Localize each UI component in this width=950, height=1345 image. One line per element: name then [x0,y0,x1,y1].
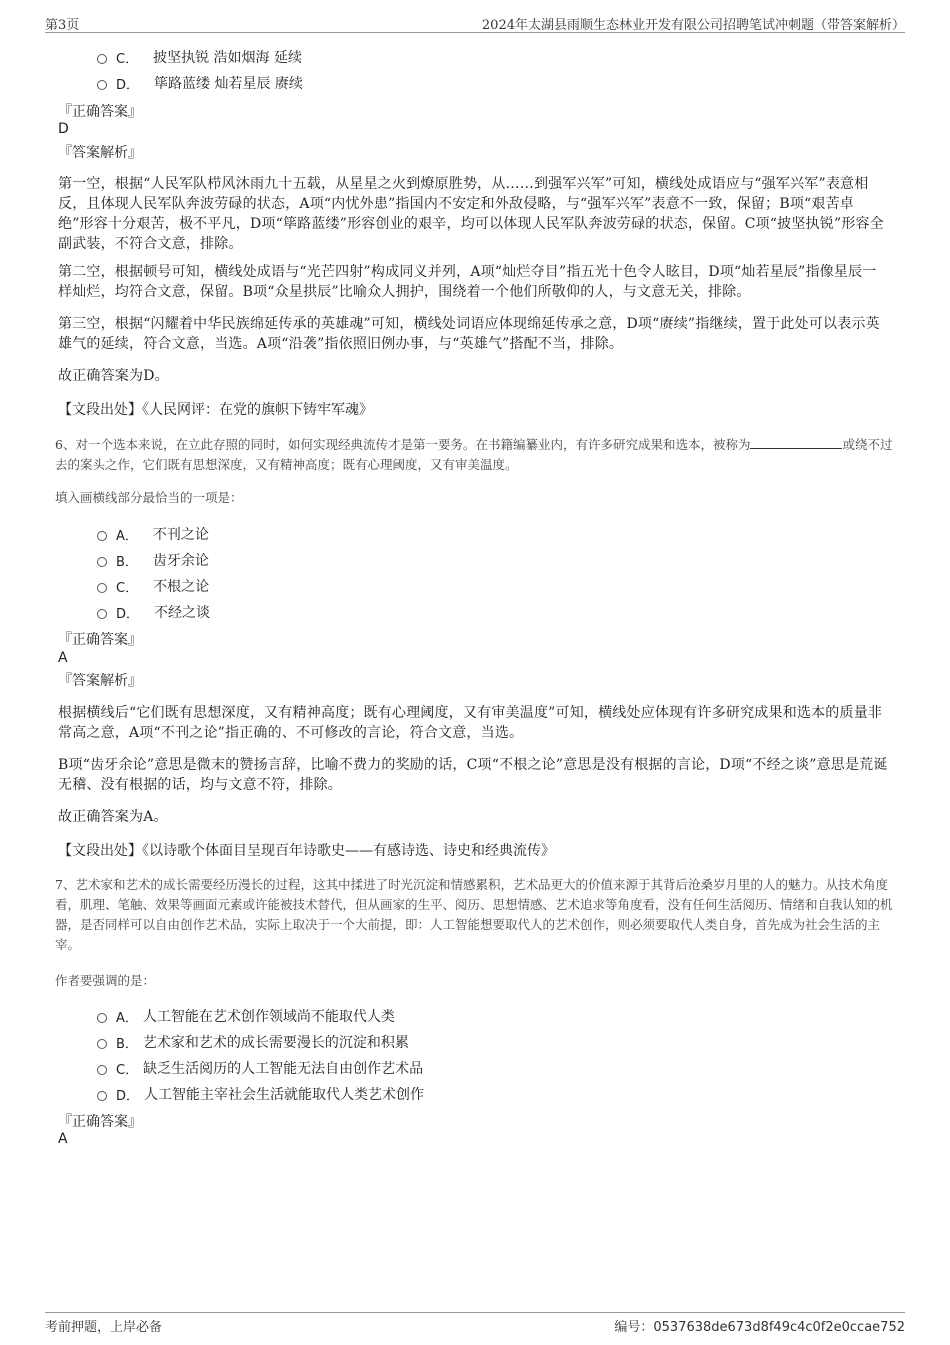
q7-stem: 7、艺术家和艺术的成长需要经历漫长的过程，这其中揉进了时光沉淀和情感累积，艺术品更大的价值来源于其背后沧桑岁月里的人的魅力。从技术角度看，肌理、笔触、效果等画面元素或许能被技术替代，但从画家的生平、阅历、思想情感、艺术追求等角度看，没有任何生活阅历、情绪和自我认知的机器，是否同样可以自由创作艺术品，实际上取决于一个大前提，即：人工智能想要取代人的艺术创作，则必须要取代人类自身，首先成为社会生活的主宰。 [55,877,893,952]
q6-analysis-label: 『答案解析』 [58,673,142,689]
q6-analysis-conclusion: 故正确答案为A。 [58,809,168,825]
q5-source: 【文段出处】《人民网评：在党的旗帜下铸牢军魂》 [58,402,373,418]
q7-option-a[interactable]: A． 人工智能在艺术创作领域尚不能取代人类 [97,1006,395,1026]
q5-analysis-para-2: 第二空，根据顿号可知，横线处成语与“光芒四射”构成同义并列，A项“灿烂夺目”指五光十色令人眩目，D项“灿若星辰”指像星辰一样灿烂，均符合文意，保留。B项“众星拱辰”比喻众人拥护，围绕着一个他们所敬仰的人，与文意无关，排除。 [58,264,877,300]
radio-icon[interactable] [97,557,107,567]
q6-option-b[interactable]: B． 齿牙余论 [97,550,209,570]
q6-option-a[interactable]: A． 不刊之论 [97,524,209,544]
page-header [45,14,905,33]
radio-icon[interactable] [97,80,107,90]
radio-icon[interactable] [97,583,107,593]
q6-option-c[interactable]: C． 不根之论 [97,576,209,596]
q6-prompt: 填入画横线部分最恰当的一项是： [55,490,243,505]
radio-icon[interactable] [97,1013,107,1023]
q6-answer-label: 『正确答案』 [58,632,142,648]
page-footer [45,1312,905,1338]
q5-analysis-para-3: 第三空，根据“闪耀着中华民族绵延传承的英雄魂”可知，横线处词语应体现绵延传承之意，D项“赓续”指继续，置于此处可以表示英雄气的延续，符合文意，当选。A项“沿袭”指依照旧例办事，与“英雄气”搭配不当，排除。 [58,316,880,352]
radio-icon[interactable] [97,531,107,541]
q6-answer: A [58,650,68,666]
q7-answer-label: 『正确答案』 [58,1114,142,1130]
q5-option-d[interactable]: D． 筚路蓝缕 灿若星辰 赓续 [97,73,303,93]
radio-icon[interactable] [97,1065,107,1075]
q5-analysis-label: 『答案解析』 [58,145,142,161]
q5-answer-label: 『正确答案』 [58,104,142,120]
q6-analysis-para-2: B项“齿牙余论”意思是微末的赞扬言辞，比喻不费力的奖励的话，C项“不根之论”意思是没有根据的言论，D项“不经之谈”意思是荒诞无稽、没有根据的话，均与文意不符，排除。 [58,757,888,793]
document-code: 编号：0537638de673d8f49c4c0f2e0ccae752 [614,1320,905,1335]
page-number: 第3页 [45,18,80,33]
q6-analysis-para-1: 根据横线后“它们既有思想深度，又有精神高度；既有心理阈度，又有审美温度”可知，横线处应体现有许多研究成果和选本的质量非常高之意，A项“不刊之论”指正确的、不可修改的言论，符合文意，当选。 [58,705,883,741]
radio-icon[interactable] [97,1091,107,1101]
radio-icon[interactable] [97,1039,107,1049]
footer-slogan: 考前押题，上岸必备 [45,1320,163,1335]
q7-answer: A [58,1131,68,1147]
q7-option-b[interactable]: B． 艺术家和艺术的成长需要漫长的沉淀和积累 [97,1032,409,1052]
q5-option-c[interactable]: C． 披坚执锐 浩如烟海 延续 [97,47,302,67]
q5-analysis-conclusion: 故正确答案为D。 [58,368,169,384]
q5-answer: D [58,121,69,137]
document-title: 2024年太湖县雨顺生态林业开发有限公司招聘笔试冲刺题（带答案解析） [481,18,905,33]
q5-analysis-para-1: 第一空，根据“人民军队栉风沐雨九十五载，从星星之火到燎原胜势，从……到强军兴军”可知，横线处成语应与“强军兴军”表意相反，且体现人民军队奔波劳碌的状态，A项“内忧外患”指国内不安定和外敌侵略，与“强军兴军”表意不一致，保留；B项“艰苦卓绝”形容十分艰苦，极不平凡，D项“筚路蓝缕”形容创业的艰辛，均可以体现人民军队奔波劳碌的状态，保留。C项“披坚执锐”形容全副武装，不符合文意，排除。 [58,176,884,252]
radio-icon[interactable] [97,609,107,619]
q7-prompt: 作者要强调的是： [55,973,156,988]
answer-blank [750,436,842,449]
q6-stem: 6、对一个选本来说，在立此存照的同时，如何实现经典流传才是第一要务。在书籍编纂业内，有许多研究成果和选本，被称为 或绕不过去的案头之作，它们既有思想深度，又有精神高度；既有心理阈度，又有审美温度。 [55,437,893,472]
radio-icon[interactable] [97,54,107,64]
q6-option-d[interactable]: D． 不经之谈 [97,602,210,622]
q7-option-d[interactable]: D． 人工智能主宰社会生活就能取代人类艺术创作 [97,1084,424,1104]
q6-source: 【文段出处】《以诗歌个体面目呈现百年诗歌史——有感诗选、诗史和经典流传》 [58,843,555,859]
q7-option-c[interactable]: C． 缺乏生活阅历的人工智能无法自由创作艺术品 [97,1058,423,1078]
